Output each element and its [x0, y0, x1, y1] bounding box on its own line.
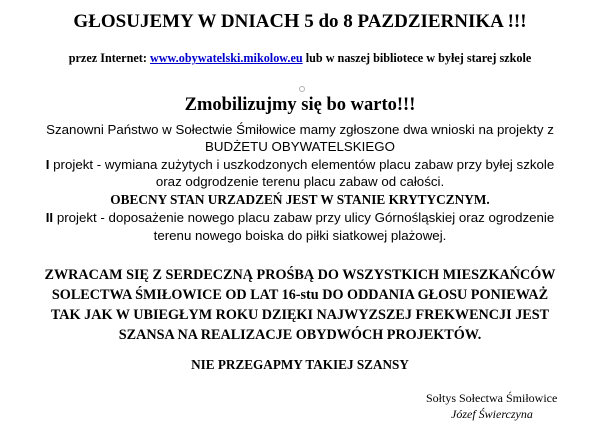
- internet-prefix: przez Internet:: [68, 51, 150, 65]
- body-line-4: oraz odgrodzenie terenu placu zabaw od całości.: [155, 174, 445, 189]
- closing-line: NIE PRZEGAPMY TAKIEJ SZANSY: [191, 357, 409, 372]
- body-line-7: terenu nowego boiska do piłki siatkowej plażowej.: [153, 228, 447, 243]
- appeal-line-2: SOLECTWA ŚMIŁOWICE OD LAT 16-stu DO ODDANIA GŁOSU PONIEWAŻ: [51, 287, 549, 303]
- body-line-1: Szanowni Państwo w Sołectwie Śmiłowice mamy zgłoszone dwa wnioski na projekty z: [46, 122, 554, 137]
- signature-title: Sołtys Sołectwa Śmiłowice: [426, 391, 558, 405]
- project-2-description: projekt - doposażenie nowego placu zabaw przy ulicy Górnośląskiej oraz ogrodzenie: [53, 210, 555, 225]
- internet-voting-line: [0, 52, 600, 65]
- project-1-description: projekt - wymiana zużytych i uszkodzonych elementów placu zabaw przy byłej szkole: [49, 157, 555, 172]
- project-1-number: I: [45, 157, 50, 172]
- appeal-line-1: ZWRACAM SIĘ Z SERDECZNĄ PROŚBĄ DO WSZYSTKICH MIESZKAŃCÓW: [44, 267, 556, 283]
- headline-part-2: CH: [269, 10, 300, 32]
- internet-suffix: lub w naszej bibliotece w byłej starej szkole: [302, 51, 532, 65]
- voting-website-link[interactable]: www.obywatelski.mikolow.eu: [149, 51, 303, 65]
- signature-name: Józef Świerczyna: [451, 407, 533, 421]
- project-1-line: [0, 158, 600, 173]
- headline-part-1: GŁOSUJEMY W DNIA: [73, 11, 270, 32]
- critical-state-line: OBECNY STAN URZADZEŃ JEST W STANIE KRYTYCZNYM.: [110, 192, 490, 207]
- body-line-2: BUDŻETU OBYWATELSKIEGO: [205, 139, 395, 154]
- appeal-line-3: TAK JAK W UBIEGŁYM ROKU DZIĘKI NAJWYZSZEJ FREKWENCJI JEST: [50, 307, 550, 323]
- project-2-number: II: [45, 210, 54, 225]
- appeal-line-4: SZANSA NA REALIZACJE OBYDWÓCH PROJEKTÓW.: [118, 327, 482, 343]
- headline: [0, 10, 600, 33]
- small-circle-mark: [299, 86, 305, 92]
- project-2-line: [0, 211, 600, 226]
- headline-part-3: 5 do 8 PAZDZIERNIKA !!!: [299, 11, 527, 32]
- slogan: Zmobilizujmy się bo warto!!!: [184, 95, 416, 115]
